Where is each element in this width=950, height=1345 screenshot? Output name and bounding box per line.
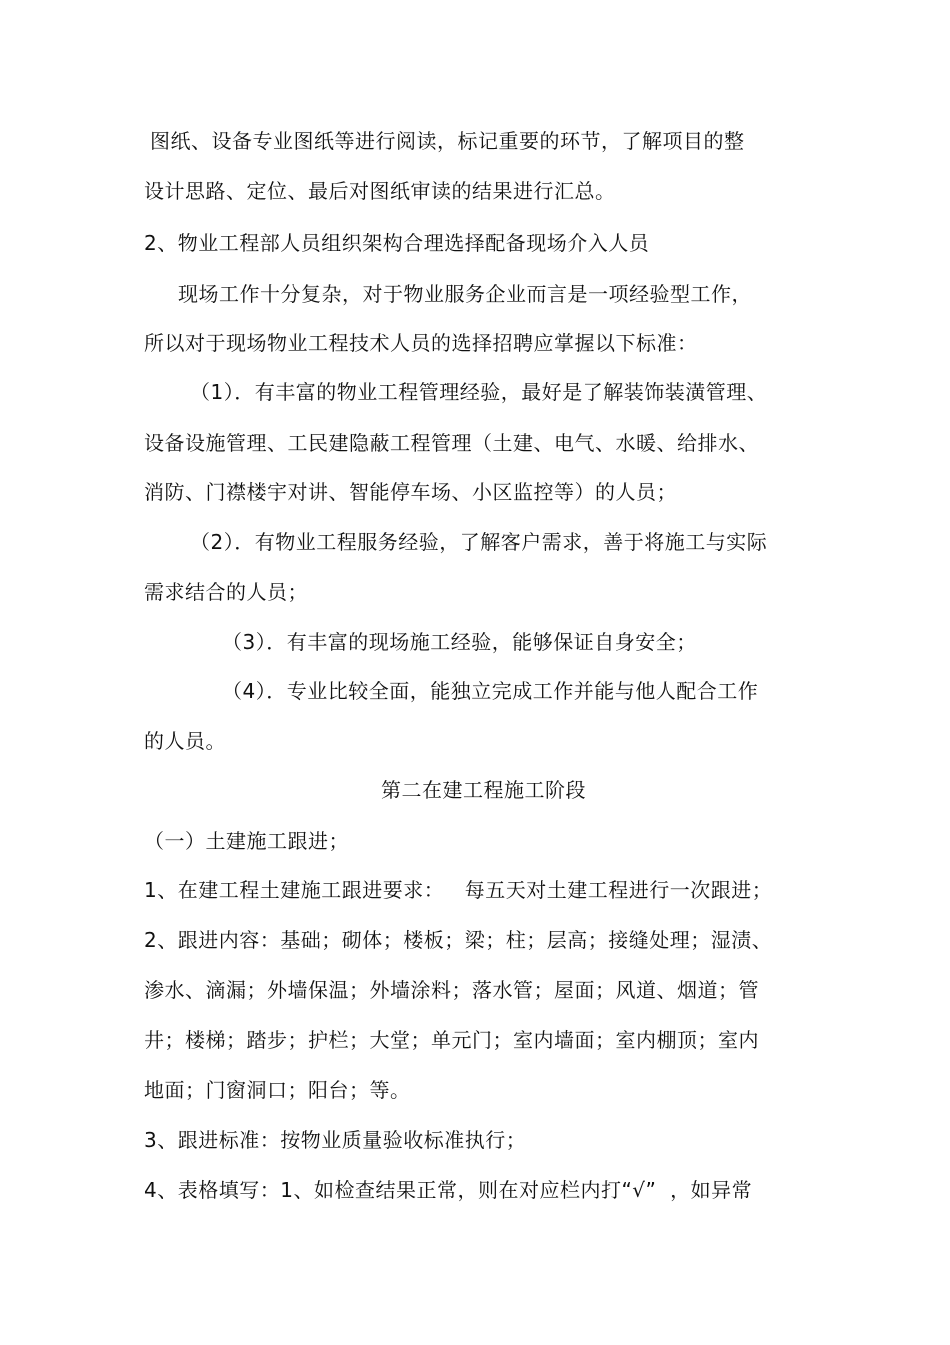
paragraph-line: 的人员。 xyxy=(144,729,226,753)
paragraph-line: 渗水、滴漏；外墙保温；外墙涂料；落水管；屋面；风道、烟道；管 xyxy=(144,978,759,1002)
paragraph-line: 需求结合的人员； xyxy=(144,580,308,604)
list-item: （3）．有丰富的现场施工经验，能够保证自身安全； xyxy=(222,630,697,654)
paragraph-line: 现场工作十分复杂，对于物业服务企业而言是一项经验型工作， xyxy=(178,282,752,306)
paragraph-line: 设计思路、定位、最后对图纸审读的结果进行汇总。 xyxy=(144,179,616,203)
list-item: （2）．有物业工程服务经验，了解客户需求，善于将施工与实际 xyxy=(190,530,768,554)
section-heading: 2、物业工程部人员组织架构合理选择配备现场介入人员 xyxy=(144,231,650,255)
list-item: （4）．专业比较全面，能独立完成工作并能与他人配合工作 xyxy=(222,679,759,703)
paragraph-line: 设备设施管理、工民建隐蔽工程管理（土建、电气、水暖、给排水、 xyxy=(144,431,759,455)
paragraph-line: 井；楼梯；踏步；护栏；大堂；单元门；室内墙面；室内棚顶；室内 xyxy=(144,1028,759,1052)
list-item: 1、在建工程土建施工跟进要求： 每五天对土建工程进行一次跟进； xyxy=(144,878,773,902)
list-item: 3、跟进标准：按物业质量验收标准执行； xyxy=(144,1128,527,1152)
paragraph-line: 所以对于现场物业工程技术人员的选择招聘应掌握以下标准： xyxy=(144,331,698,355)
paragraph-line: 地面；门窗洞口；阳台；等。 xyxy=(144,1078,411,1102)
list-item: （1）．有丰富的物业工程管理经验，最好是了解装饰装潢管理、 xyxy=(190,380,768,404)
section-heading: （一）土建施工跟进； xyxy=(144,829,349,853)
list-item: 2、跟进内容：基础；砌体；楼板；梁；柱；层高；接缝处理；湿渍、 xyxy=(144,928,773,952)
chapter-title: 第二在建工程施工阶段 xyxy=(381,778,586,802)
paragraph-line: 图纸、设备专业图纸等进行阅读，标记重要的环节，了解项目的整 xyxy=(150,129,745,153)
paragraph-line: 消防、门襟楼宇对讲、智能停车场、小区监控等）的人员； xyxy=(144,480,677,504)
list-item: 4、表格填写：1、如检查结果正常，则在对应栏内打“√” ，如异常 xyxy=(144,1178,753,1202)
